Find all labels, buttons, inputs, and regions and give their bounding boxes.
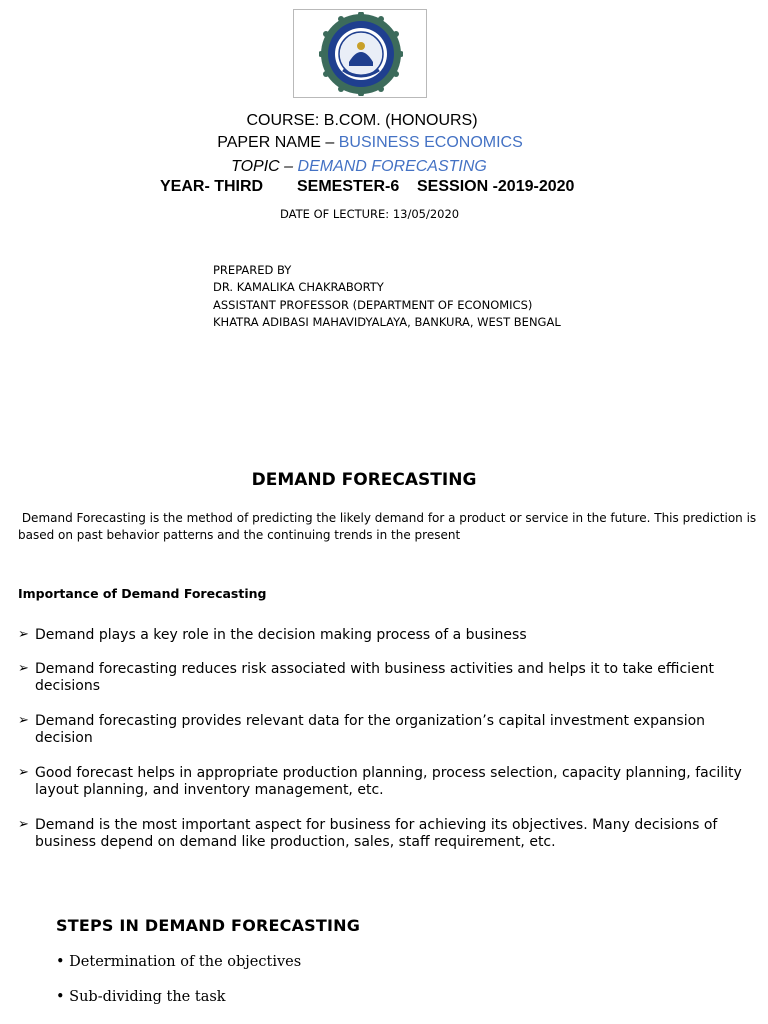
- course-line: [0, 112, 724, 130]
- list-item: [18, 765, 748, 799]
- college-logo: [293, 9, 427, 98]
- college-seal-icon: [319, 12, 403, 96]
- date-of-lecture: DATE OF LECTURE: 13/05/2020: [280, 207, 460, 221]
- course-label: COURSE: B.COM. (HONOURS): [246, 112, 478, 129]
- list-item-text: Demand is the most important aspect for business for achieving its objectives. Many decisions of business depend on demand like production, sales, staff requirement, etc.: [35, 817, 718, 850]
- topic-line: [0, 158, 718, 176]
- arrow-bullet-icon: ➢: [18, 713, 29, 728]
- list-item-text: Demand forecasting reduces risk associated with business activities and helps it to take efficient decisions: [35, 661, 715, 694]
- definition-line: based on past behavior patterns and the continuing trends in the present: [18, 528, 461, 542]
- topic-name: DEMAND FORECASTING: [297, 158, 487, 175]
- arrow-bullet-icon: ➢: [18, 817, 29, 832]
- arrow-bullet-icon: ➢: [18, 627, 29, 642]
- session-label: SESSION -2019-2020: [417, 178, 575, 195]
- list-item-text: Demand forecasting provides relevant data for the organization’s capital investment expansion decision: [35, 713, 706, 746]
- author-designation: ASSISTANT PROFESSOR (DEPARTMENT OF ECONOMICS): [213, 297, 533, 312]
- section-title: DEMAND FORECASTING: [251, 470, 477, 490]
- list-item-text: Demand plays a key role in the decision making process of a business: [35, 627, 527, 643]
- arrow-bullet-icon: ➢: [18, 661, 29, 676]
- list-item: [18, 627, 748, 644]
- step-item: • Sub-dividing the task: [56, 989, 226, 1005]
- step-item: • Determination of the objectives: [56, 954, 302, 970]
- steps-heading: STEPS IN DEMAND FORECASTING: [56, 916, 361, 935]
- definition-paragraph: [18, 510, 758, 544]
- paper-prefix: PAPER NAME –: [217, 134, 339, 151]
- year-label: YEAR- THIRD: [160, 178, 264, 195]
- paper-name: BUSINESS ECONOMICS: [338, 134, 523, 151]
- list-item: [18, 661, 748, 695]
- paper-line: [0, 134, 740, 152]
- list-item-text: Good forecast helps in appropriate production planning, process selection, capacity planning, facility layout planning, and inventory management, etc.: [35, 765, 742, 798]
- arrow-bullet-icon: ➢: [18, 765, 29, 780]
- list-item: [18, 817, 748, 851]
- importance-heading: Importance of Demand Forecasting: [18, 586, 267, 601]
- definition-line: Demand Forecasting is the method of predicting the likely demand for a product or service in the future. This prediction is: [18, 511, 757, 525]
- prepared-by-label: PREPARED BY: [213, 263, 292, 277]
- semester-label: SEMESTER-6: [297, 178, 400, 195]
- list-item: [18, 713, 748, 747]
- author-institution: KHATRA ADIBASI MAHAVIDYALAYA, BANKURA, WEST BENGAL: [213, 314, 561, 329]
- topic-prefix: TOPIC –: [231, 158, 298, 175]
- author-block: [213, 262, 561, 331]
- author-name: DR. KAMALIKA CHAKRABORTY: [213, 280, 384, 295]
